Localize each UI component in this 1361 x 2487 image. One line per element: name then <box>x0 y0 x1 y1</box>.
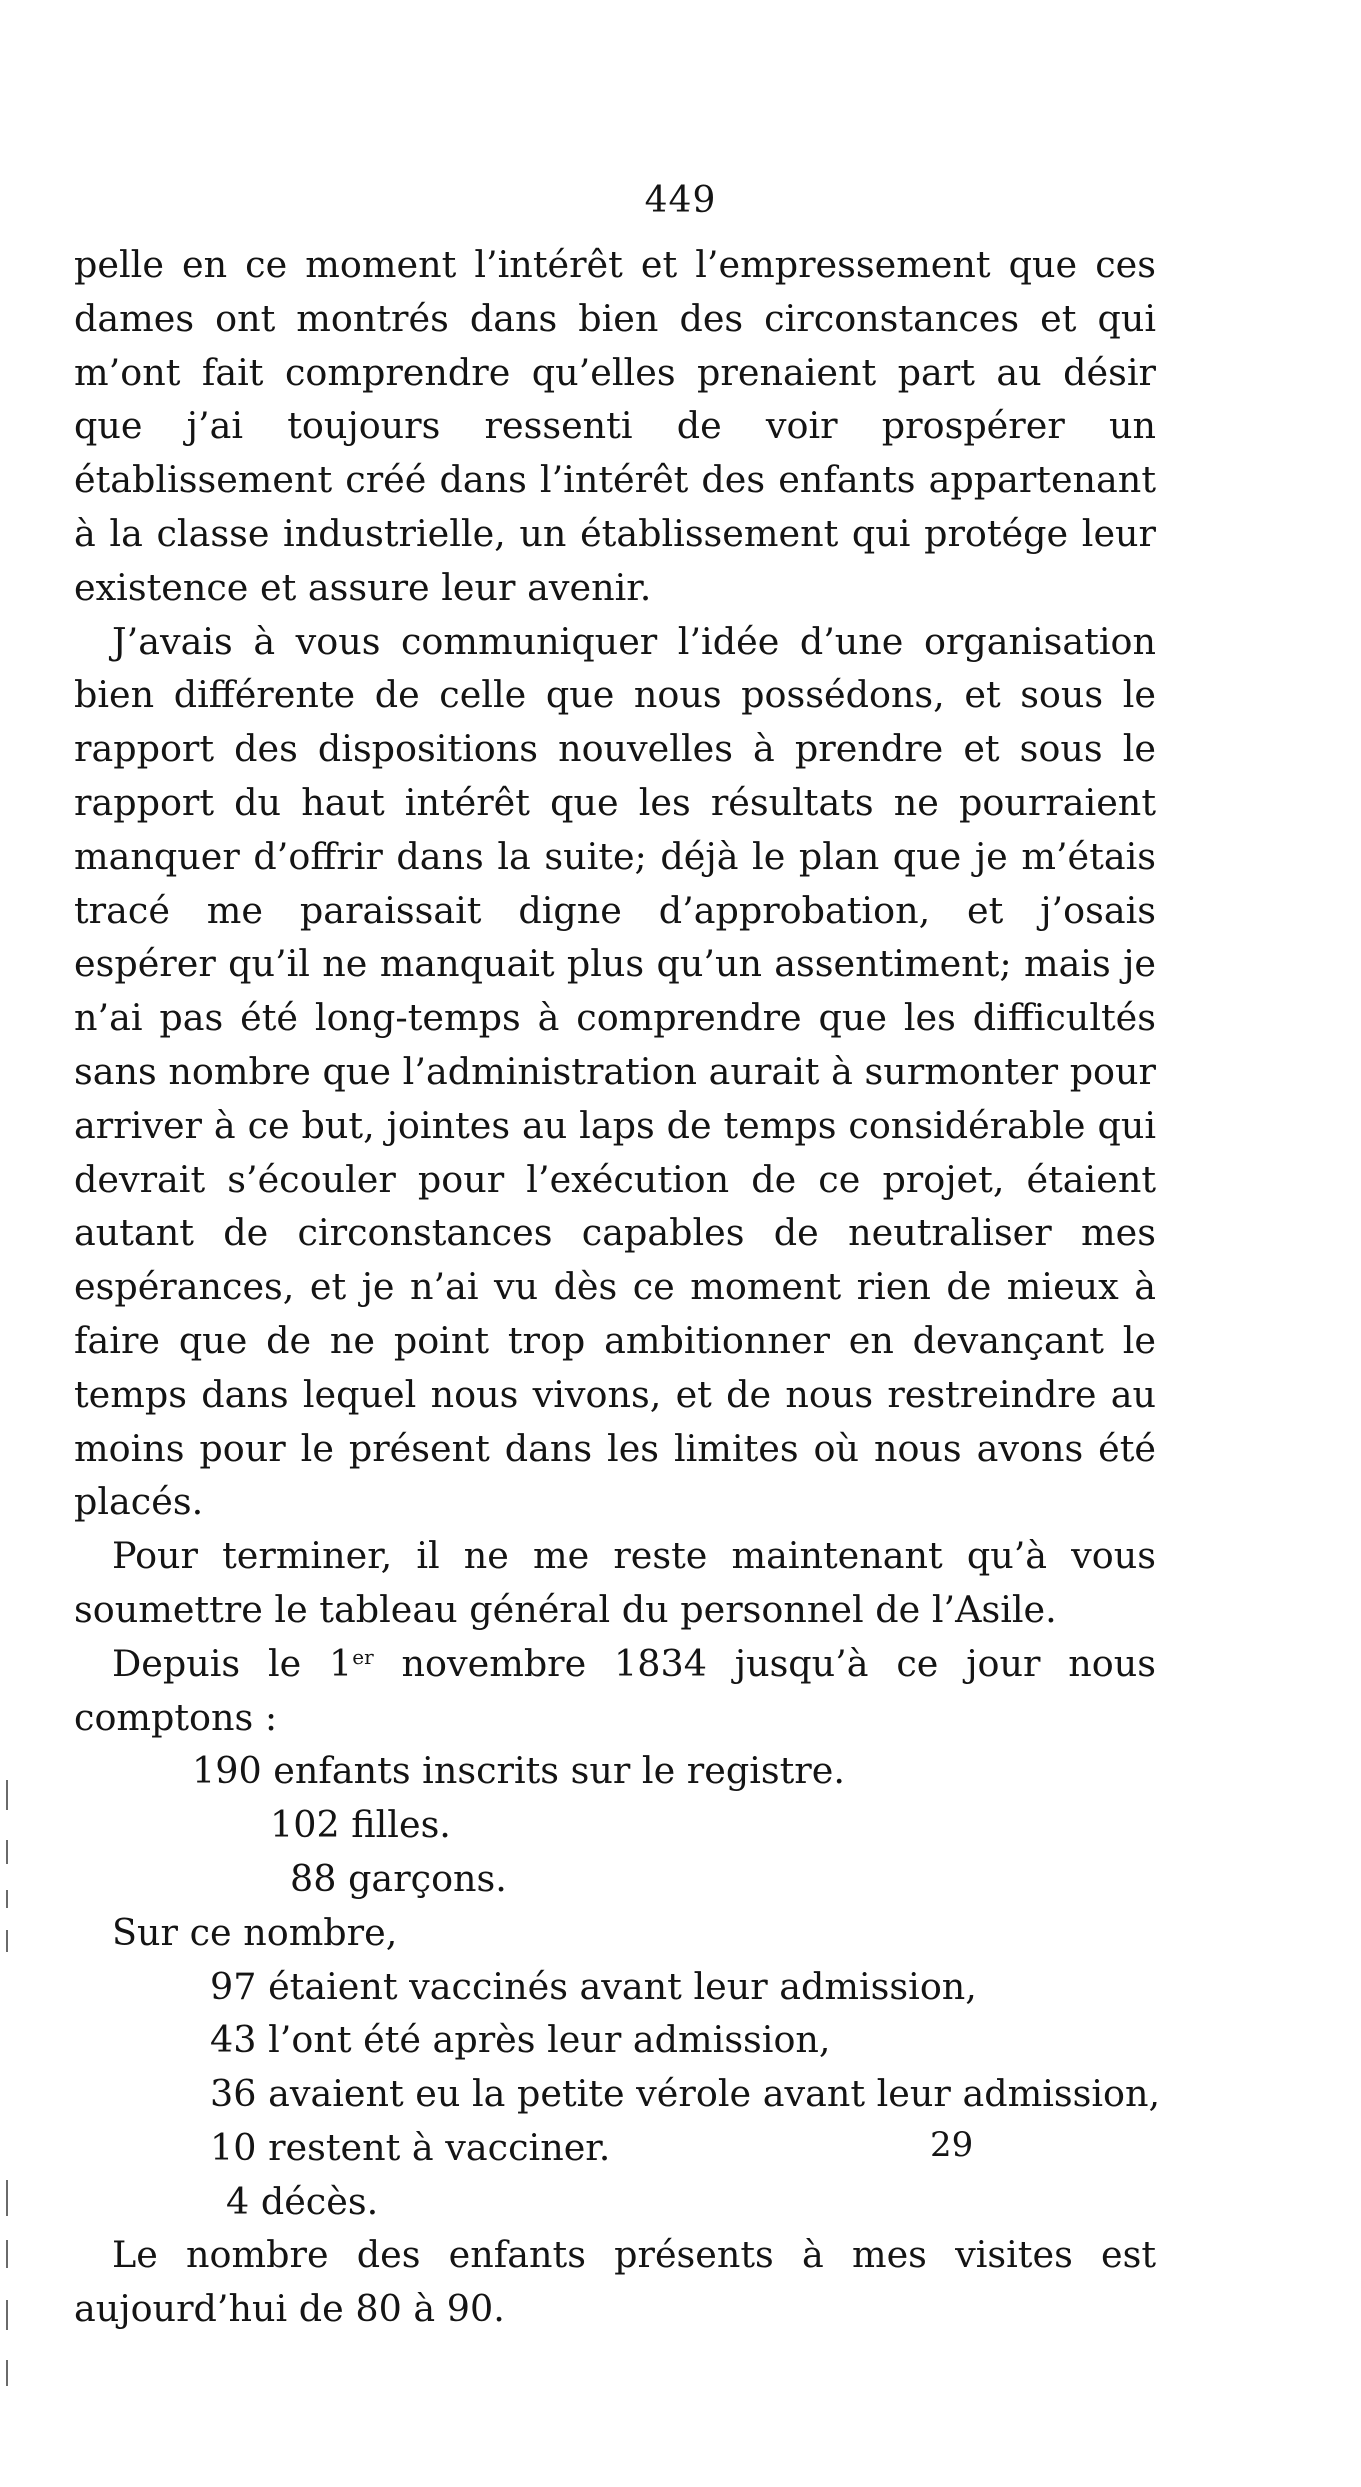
ordinal-suffix: er <box>352 1644 374 1669</box>
tally-row-girls <box>74 1798 1156 1852</box>
count-intro-start: Depuis le 1 <box>112 1641 353 1685</box>
tally-label: garçons. <box>348 1856 507 1900</box>
tally-label: étaient vaccinés avant leur admission, <box>268 1964 977 2008</box>
tally-label: l’ont été après leur admission, <box>268 2018 831 2062</box>
tally-row-vaccinated-after <box>74 2013 1156 2067</box>
paragraph-organisation: J’avais à vous communiquer l’idée d’une organisation bien différente de celle que nous possédons, et sous le rapport des dispositions nouvelles à prendre et sous le rapport du haut intérêt que les résultats ne pourraient manquer d’offrir dans la suite; déjà le plan que je m’étais tracé me paraissait digne d’approbation, et j’osais espérer qu’il ne manquait plus qu’un assentiment; mais je n’ai pas été long-temps à comprendre que les difficultés sans nombre que l’administration aurait à surmonter pour arriver à ce but, jointes au laps de temps considérable qui devrait s’écouler pour l’exécution de ce projet, étaient autant de circonstances capables de neutraliser mes espérances, et je n’ai vu dès ce moment rien de mieux à faire que de ne point trop ambitionner en devançant le temps dans lequel nous vivons, et de nous restreindre au moins pour le présent dans les limites où nous avons été placés. <box>74 619 1156 1524</box>
tally-row-vaccinated-before <box>74 1960 1156 2014</box>
tally-row-boys <box>74 1852 1156 1906</box>
tally-label: décès. <box>260 2179 379 2223</box>
tally-number: 10 <box>210 2125 257 2169</box>
tally-label: restent à vacciner. <box>268 2125 611 2169</box>
tally-row-to-vaccinate <box>74 2121 1156 2175</box>
margin-scan-marks <box>6 1780 10 2420</box>
signature-mark: 29 <box>930 2125 974 2165</box>
tally-number: 36 <box>210 2072 257 2116</box>
paragraph-attendance: Le nombre des enfants présents à mes visites est aujourd’hui de 80 à 90. <box>74 2233 1156 2331</box>
tally-number: 43 <box>210 2018 257 2062</box>
tally-row-deaths <box>74 2175 1156 2229</box>
page-body <box>74 238 1161 2336</box>
paragraph-count-intro <box>74 1637 1156 1745</box>
tally-row-smallpox <box>74 2067 1161 2121</box>
tally-number: 88 <box>290 1856 337 1900</box>
tally-number: 190 <box>192 1749 262 1793</box>
tally-label: avaient eu la petite vérole avant leur admission, <box>268 2072 1161 2116</box>
tally-number: 4 <box>226 2179 250 2223</box>
tally-number: 102 <box>270 1803 340 1847</box>
count-intro-end: novembre 1834 jusqu’à ce jour nous comptons : <box>74 1641 1156 1739</box>
tally-subheading: Sur ce nombre, <box>112 1910 398 1954</box>
tally-row-total <box>74 1744 1156 1798</box>
tally-number: 97 <box>210 1964 257 2008</box>
tally-label: enfants inscrits sur le registre. <box>273 1749 845 1793</box>
page-number: 449 <box>644 180 717 221</box>
paragraph-conclusion: Pour terminer, il ne me reste maintenant qu’à vous soumettre le tableau général du personnel de l’Asile. <box>74 1534 1156 1631</box>
paragraph-continuation: pelle en ce moment l’intérêt et l’empressement que ces dames ont montrés dans bien des circonstances et qui m’ont fait comprendre qu’elles prenaient part au désir que j’ai toujours ressenti de voir prospérer un établissement créé dans l’intérêt des enfants appartenant à la classe industrielle, un établissement qui protége leur existence et assure leur avenir. <box>74 243 1156 609</box>
tally-label: filles. <box>351 1803 451 1847</box>
